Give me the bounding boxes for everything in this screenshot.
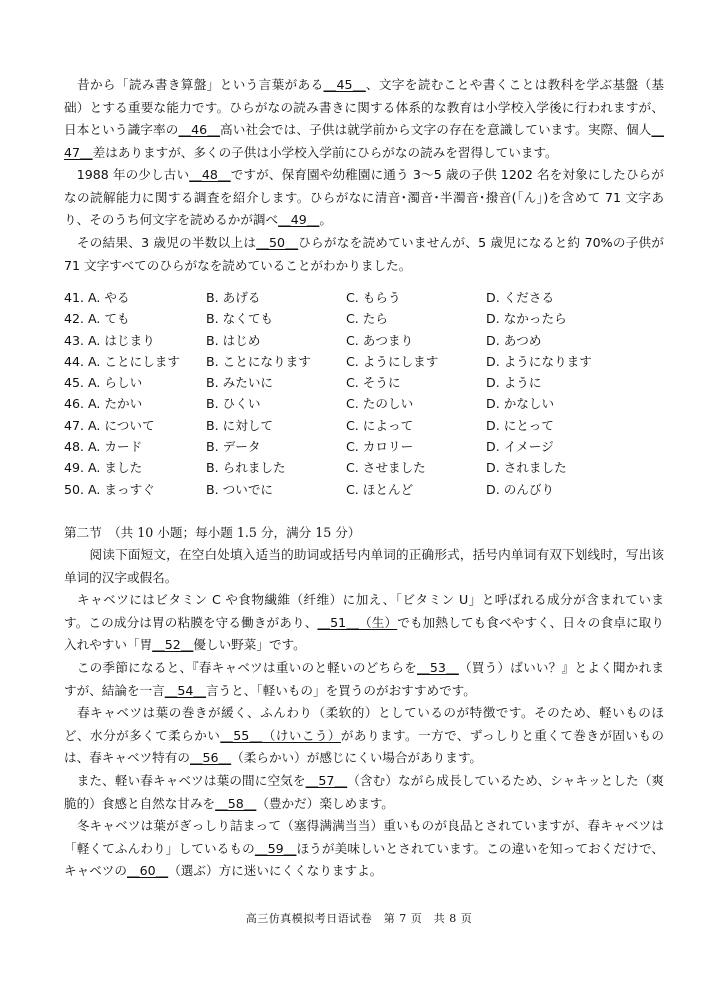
option-row-42 (64, 308, 664, 329)
blank-56: ＿56＿ (189, 750, 232, 766)
option-a: 44. A. ことにします (64, 353, 180, 369)
option-d: D. ようになります (486, 353, 592, 369)
text: 。 (319, 212, 332, 228)
option-c: C. ようにします (346, 353, 439, 369)
option-d: D. にとって (486, 417, 554, 433)
option-d: D. ように (486, 375, 542, 391)
option-c: C. あつまり (346, 332, 414, 348)
option-d: D. くださる (486, 290, 555, 305)
option-b: B. みたいに (206, 375, 274, 391)
option-c: C. させました (346, 460, 426, 476)
blank-58: ＿58＿ (215, 795, 257, 811)
text: ばいい？』とよく聞かれますが、結論を一言 (64, 660, 665, 698)
text: があります。一方で、ずっしりと重くて巻きが固いものは、春キャベツ特有の (64, 727, 665, 766)
option-row-43 (64, 330, 664, 351)
text: 言うと、「軽いもの」を買うのがおすすめです。 (205, 682, 476, 698)
text: 、文字を読むことや書くことは教科を学ぶ基盤（基础）とする重要な能力です。ひらがなの読み書きに関する体系的な教育は小学校入学後に行われますが、日本という識字率の (64, 77, 665, 138)
text: ひらがなを読めていませんが、5 歳児になると約 70%の子供が 71 文字すべてのひらがなを読めていることがわかりました。 (64, 235, 664, 273)
blank-52: ＿52＿ (152, 637, 194, 653)
text: その結果、3 歳児の半数以上は (64, 235, 257, 250)
text: 優しい野菜」です。 (193, 637, 306, 653)
passage1-paragraph-1 (64, 74, 664, 165)
option-a: 48. A. カード (64, 439, 143, 455)
text: が感じにくい場合があります。 (306, 750, 483, 766)
option-c: C. たら (346, 311, 388, 327)
blank-50: ＿50＿ (256, 235, 299, 250)
blank-54: ＿54＿ (164, 682, 206, 698)
word-57: （含む） (347, 773, 399, 788)
option-a: 43. A. はじまり (64, 332, 155, 348)
text: 冬キャベツは葉がぎっしり詰まって（塞得满满当当）重いものが良品とされていますが、春キャベツは「軽くてふんわり」しているもの (64, 818, 664, 856)
blank-49: ＿49＿ (278, 212, 320, 228)
option-c: C. カロリー (346, 439, 414, 455)
option-b: B. ことになります (206, 353, 311, 369)
option-b: B. られました (206, 460, 286, 476)
text: 1988 年の少し古い (64, 167, 190, 182)
word-55: （けいこう） (262, 727, 341, 743)
option-b: B. に対して (206, 417, 274, 433)
blank-46: ＿46＿ (178, 122, 221, 138)
passage2-paragraph-4 (64, 770, 664, 815)
passage1-paragraph-2 (64, 164, 664, 232)
passage1-paragraph-3 (64, 232, 664, 277)
word-53: （買う） (458, 660, 511, 675)
option-row-48 (64, 436, 664, 457)
option-row-46 (64, 393, 664, 414)
blank-47: ＿47＿ (64, 122, 665, 161)
word-60: （選ぶ） (168, 863, 219, 879)
passage2-paragraph-3 (64, 702, 664, 770)
blank-51: ＿51＿ (317, 614, 360, 630)
text: 春キャベツは葉の巻きが緩く、ふんわり（柔软的）としているのが特徴です。そのため、軽いものほど、水分が多くて柔らかい (64, 705, 664, 743)
blank-59: ＿59＿ (254, 840, 297, 856)
blank-55: ＿55＿ (220, 727, 263, 743)
blank-60: ＿60＿ (126, 863, 169, 879)
passage2-paragraph-5 (64, 815, 664, 883)
passage2-paragraph-2 (64, 657, 664, 702)
word-51: （生） (359, 614, 398, 630)
word-56: （柔らかい） (231, 750, 307, 766)
blank-57: ＿57＿ (305, 773, 348, 788)
word-58: （豊かだ） (256, 795, 320, 811)
options-list (64, 287, 664, 500)
option-b: B. あげる (206, 290, 261, 305)
blank-45: ＿45＿ (323, 77, 366, 92)
page-footer: 高三仿真模拟考日语试卷 第 7 页 共 8 页 (245, 912, 473, 925)
option-a: 46. A. たかい (64, 396, 143, 412)
option-a: 42. A. ても (64, 311, 130, 327)
section-instruction: 阅读下面短文，在空白处填入适当的助词或括号内单词的正确形式，括号内单词有双下划线时，写出该单词的汉字或假名。 (64, 547, 664, 585)
option-a: 50. A. まっすぐ (64, 481, 155, 497)
blank-48: ＿48＿ (189, 167, 231, 182)
option-row-50 (64, 479, 664, 500)
option-c: C. によって (346, 417, 414, 433)
option-c: C. ほとんど (346, 481, 414, 497)
option-c: C. そうに (346, 375, 401, 391)
option-b: B. はじめ (206, 332, 261, 348)
option-a: 47. A. について (64, 417, 155, 433)
option-row-45 (64, 372, 664, 393)
option-d: D. イメージ (486, 439, 554, 455)
text: 方に迷いにくくなりますよ。 (218, 863, 383, 879)
option-b: B. なくても (206, 311, 274, 327)
option-d: D. かなしい (486, 396, 555, 412)
text: ですが、保育園や幼稚園に通う 3～5 歳の子供 1202 名を対象にしたひらがなの読解能力に関する調査を紹介します。ひらがなに清音･濁音･半濁音･撥音(「ん」)を含めて 71 文字あり、そのうち何文字を読めるかが調べ (64, 167, 664, 228)
passage2-paragraph-1 (64, 589, 664, 657)
option-c: C. もらう (346, 290, 401, 305)
option-d: D. なかったら (486, 311, 567, 327)
option-b: B. ついでに (206, 481, 274, 497)
option-a: 41. A. やる (64, 290, 130, 305)
text: この季節になると、『春キャベツは重いのと軽いのどちらを (64, 660, 417, 675)
text: でも加熱しても食べやすく、日々の食卓に取り入れやすい「胃 (64, 614, 665, 653)
text: ほうが美味しいとされています。この違いを知っておくだけで、キャベツの (64, 840, 665, 879)
option-a: 49. A. ました (64, 460, 143, 476)
option-row-47 (64, 415, 664, 436)
section-heading: 第二节 （共 10 小题；每小题 1.5 分，满分 15 分） (64, 525, 361, 540)
option-b: B. ひくい (206, 396, 261, 412)
option-row-49 (64, 457, 664, 478)
option-a: 45. A. らしい (64, 375, 143, 391)
option-d: D. のんびり (486, 481, 555, 497)
option-d: D. あつめ (486, 332, 542, 348)
option-row-44 (64, 351, 664, 372)
text: 差はありますが、多くの子供は小学校入学前にひらがなの読みを習得しています。 (92, 145, 558, 161)
blank-53: ＿53＿ (417, 660, 459, 675)
text: 楽しめます。 (319, 795, 394, 811)
text: ながら成長しているため、シャキッとした（爽脆的）食感と自然な甘みを (64, 773, 665, 811)
text: 昔から「読み書き算盤」という言葉がある (64, 77, 324, 92)
option-b: B. データ (206, 439, 261, 455)
option-d: D. されました (486, 460, 567, 476)
option-c: C. たのしい (346, 396, 414, 412)
text: キャベツにはビタミン C や食物繊維（纤维）に加え、「ビタミン U」と呼ばれる成分が含まれています。この成分は胃の粘膜を守る働きがあり、 (64, 592, 664, 630)
text: また、軽い春キャベツは葉の間に空気を (64, 773, 306, 788)
option-row-41 (64, 287, 664, 308)
text: 高い社会では、子供は就学前から文字の存在を意識しています。実際、個人 (220, 122, 652, 138)
